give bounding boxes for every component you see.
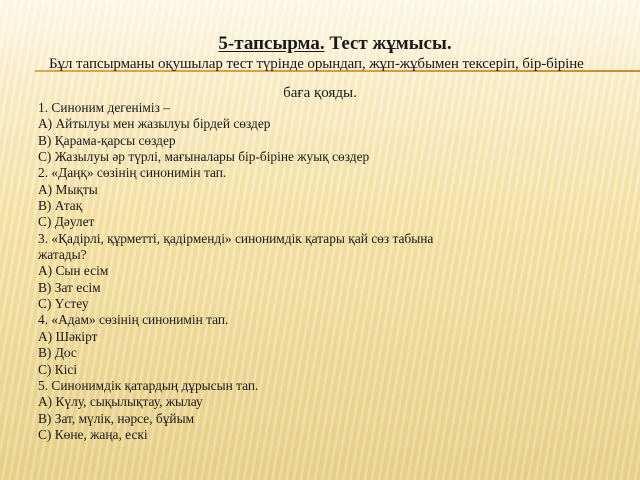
question-3-line-1: 3. «Қадірлі, құрметті, қадірменді» синонимдік қатары қай сөз табына: [38, 230, 434, 246]
question-5-option-b: В) Зат, мүлік, нәрсе, бұйым: [38, 410, 195, 426]
question-3-option-b: В) Зат есім: [38, 279, 101, 295]
question-4-option-c: С) Кісі: [38, 361, 78, 377]
question-1-option-b: В) Қарама-қарсы сөздер: [38, 132, 176, 148]
question-3-option-a: А) Сын есім: [38, 263, 109, 279]
task-title-text: Тест жұмысы.: [324, 33, 452, 54]
intro-text-line-2: баға қояды.: [283, 85, 357, 101]
test-questions: [38, 100, 508, 443]
intro-text-line-1: Бұл тапсырманы оқушылар тест түрінде орындап, жұп-жұбымен тексеріп, бір-біріне: [49, 56, 584, 72]
question-1-option-a: А) Айтылуы мен жазылуы бірдей сөздер: [38, 116, 271, 132]
question-5-option-c: С) Көне, жаңа, ескі: [38, 426, 148, 442]
question-1: 1. Синоним дегеніміз –: [38, 100, 170, 115]
question-3-line-2: жатады?: [38, 247, 87, 263]
question-1-option-c: С) Жазылуы әр түрлі, мағыналары бір-біріне жуық сөздер: [38, 149, 370, 165]
question-2: 2. «Даңқ» сөзінің синонимін тап.: [38, 165, 227, 181]
question-5-option-a: А) Күлу, сықылықтау, жылау: [38, 394, 203, 410]
question-2-option-c: С) Дәулет: [38, 214, 95, 230]
question-4: 4. «Адам» сөзінің синонимін тап.: [38, 312, 229, 328]
question-2-option-b: В) Атақ: [38, 198, 83, 214]
question-5: 5. Синонимдік қатардың дұрысын тап.: [38, 377, 259, 393]
task-number-label: 5-тапсырма.: [218, 33, 325, 54]
question-4-option-a: А) Шәкірт: [38, 328, 98, 344]
question-4-option-b: В) Дос: [38, 345, 77, 361]
slide-title: [0, 32, 640, 56]
question-2-option-a: А) Мықты: [38, 181, 98, 197]
question-3-option-c: С) Үстеу: [38, 296, 89, 312]
